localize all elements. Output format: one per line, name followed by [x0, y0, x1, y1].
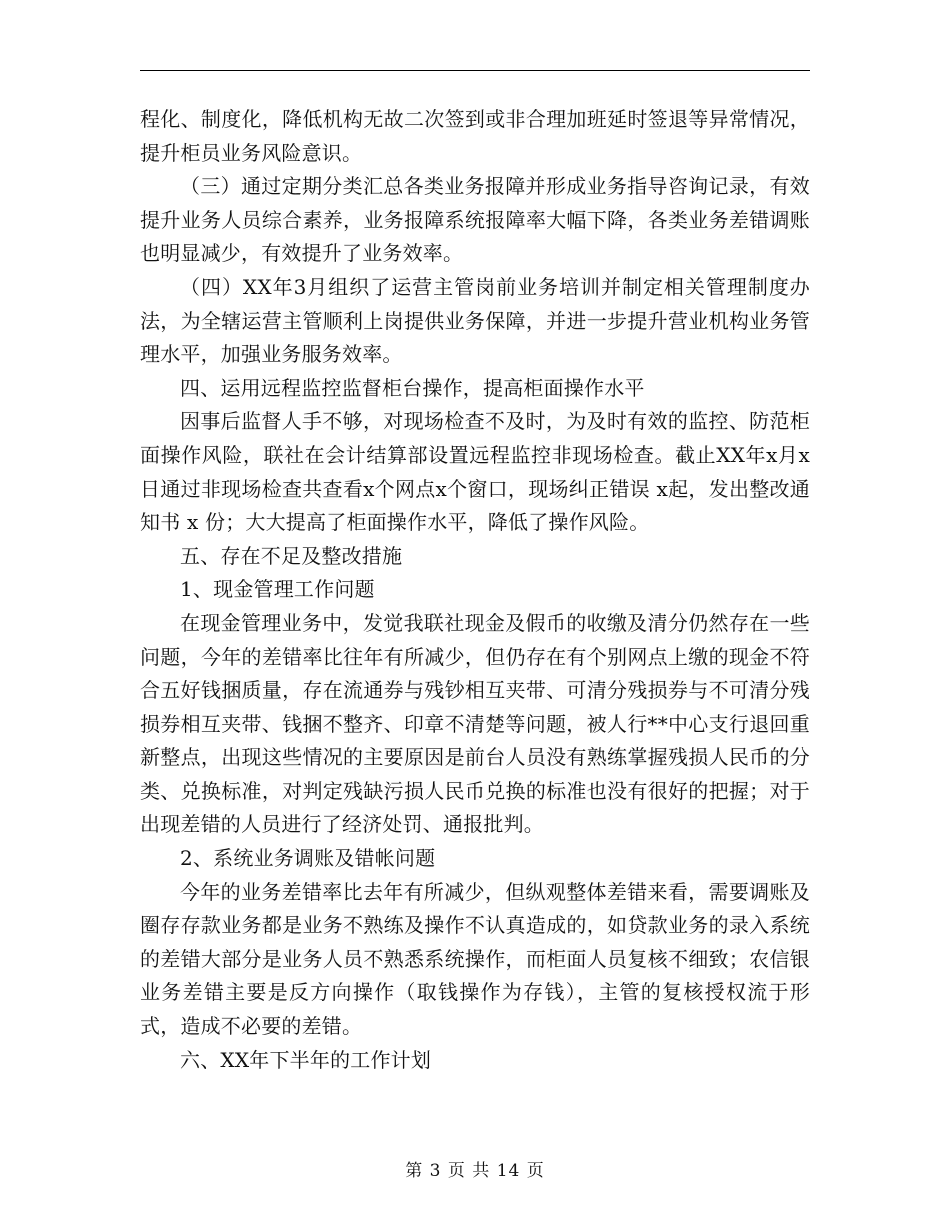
header-rule: [140, 70, 810, 71]
section-heading: 五、存在不足及整改措施: [180, 543, 403, 568]
paragraph: 程化、制度化，降低机构无故二次签到或非合理加班延时签退等异常情况，提升柜员业务风险意识。: [140, 107, 810, 165]
paragraph: （四）XX年3月组织了运营主管岗前业务培训并制定相关管理制度办法，为全辖运营主管顺利上岗提供业务保障，并进一步提升营业机构业务管理水平，加强业务服务效率。: [140, 274, 810, 367]
paragraph: （三）通过定期分类汇总各类业务报障并形成业务指导咨询记录，有效提升业务人员综合素养，业务报障系统报障率大幅下降，各类业务差错调账也明显减少，有效提升了业务效率。: [140, 174, 810, 266]
subsection-heading: 1、现金管理工作问题: [180, 577, 375, 602]
paragraph: 今年的业务差错率比去年有所减少，但纵观整体差错来看，需要调账及圈存存款业务都是业务不熟练及操作不认真造成的，如贷款业务的录入系统的差错大部分是业务人员不熟悉系统操作，而柜面人员复核不细致；农信银业务差错主要是反方向操作（取钱操作为存钱），主管的复核授权流于形式，造成不必要的差错。: [140, 879, 810, 1039]
paragraph: 因事后监督人手不够，对现场检查不及时，为及时有效的监控、防范柜面操作风险，联社在会计结算部设置远程监控非现场检查。截止XX年x月x日通过非现场检查共查看x个网点x个窗口，现场纠正错误 x起，发出整改通知书 x 份；大大提高了柜面操作水平，降低了操作风险。: [140, 409, 810, 535]
subsection-heading: 2、系统业务调账及错帐问题: [180, 846, 436, 871]
paragraph: 在现金管理业务中，发觉我联社现金及假币的收缴及清分仍然存在一些问题，今年的差错率比往年有所减少，但仍存在有个别网点上缴的现金不符合五好钱捆质量，存在流通券与残钞相互夹带、可清分残损券与不可清分残损券相互夹带、钱捆不整齐、印章不清楚等问题，被人行**中心支行退回重新整点，出现这些情况的主要原因是前台人员没有熟练掌握残损人民币的分类、兑换标准，对判定残缺污损人民币兑换的标准也没有很好的把握；对于出现差错的人员进行了经济处罚、通报批判。: [140, 610, 810, 837]
document-body: [140, 103, 810, 1077]
section-heading: 四、运用远程监控监督柜台操作，提高柜面操作水平: [180, 375, 645, 400]
section-heading: 六、XX年下半年的工作计划: [180, 1047, 432, 1072]
page-number: 第 3 页 共 14 页: [405, 1161, 545, 1181]
